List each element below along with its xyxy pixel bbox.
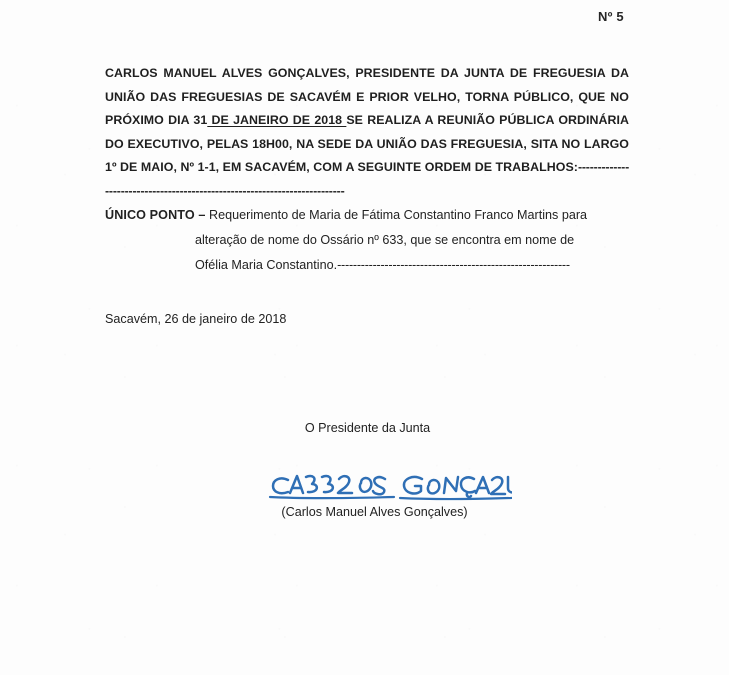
signature-printed-name-row xyxy=(0,505,729,519)
agenda-text-line-3: Ofélia Maria Constantino. xyxy=(195,258,338,272)
agenda-lead-label: ÚNICO PONTO xyxy=(105,208,195,222)
agenda-item xyxy=(105,203,629,278)
signature-title: O Presidente da Junta xyxy=(304,421,431,435)
agenda-dash-separator: – xyxy=(194,208,210,222)
agenda-text-line-2: alteração de nome do Ossário nº 633, que se encontra em nome de xyxy=(195,233,575,247)
agenda-dash-fill: ----------------------------------------------------------- xyxy=(337,258,570,272)
preamble-dash-fill: -------------------------------------------------------------------------- xyxy=(105,160,629,198)
preamble-underlined-date: DE JANEIRO DE 2018 xyxy=(207,113,347,127)
agenda-line-3 xyxy=(105,253,629,278)
preamble-text-part1: CARLOS MANUEL ALVES GONÇALVES, PRESIDENTE DA JUNTA DE FREGUESIA DA UNIÃO DAS FREGUESIAS DE SACAVÉM E PRIOR VELHO, TORNA PÚBLICO, QUE NO PRÓXIMO DIA 31 xyxy=(105,66,629,127)
document-number: Nº 5 xyxy=(598,9,624,24)
agenda-text-line-1: Requerimento de Maria de Fátima Constantino Franco Martins para xyxy=(209,208,588,222)
preamble-paragraph xyxy=(105,62,629,203)
preamble-text-part2: SE REALIZA A REUNIÃO PÚBLICA ORDINÁRIA DO EXECUTIVO, PELAS 18H00, NA SEDE DA UNIÃO DAS FREGUESIA, SITA NO LARGO 1º DE MAIO, Nº 1-1, EM SACAVÉM, COM A SEGUINTE ORDEM DE TRABALHOS: xyxy=(105,113,629,174)
agenda-line-1 xyxy=(105,203,629,228)
place-and-date: Sacavém, 26 de janeiro de 2018 xyxy=(105,312,287,326)
signature-title-row xyxy=(0,421,729,435)
signature-printed-name: (Carlos Manuel Alves Gonçalves) xyxy=(281,505,468,519)
